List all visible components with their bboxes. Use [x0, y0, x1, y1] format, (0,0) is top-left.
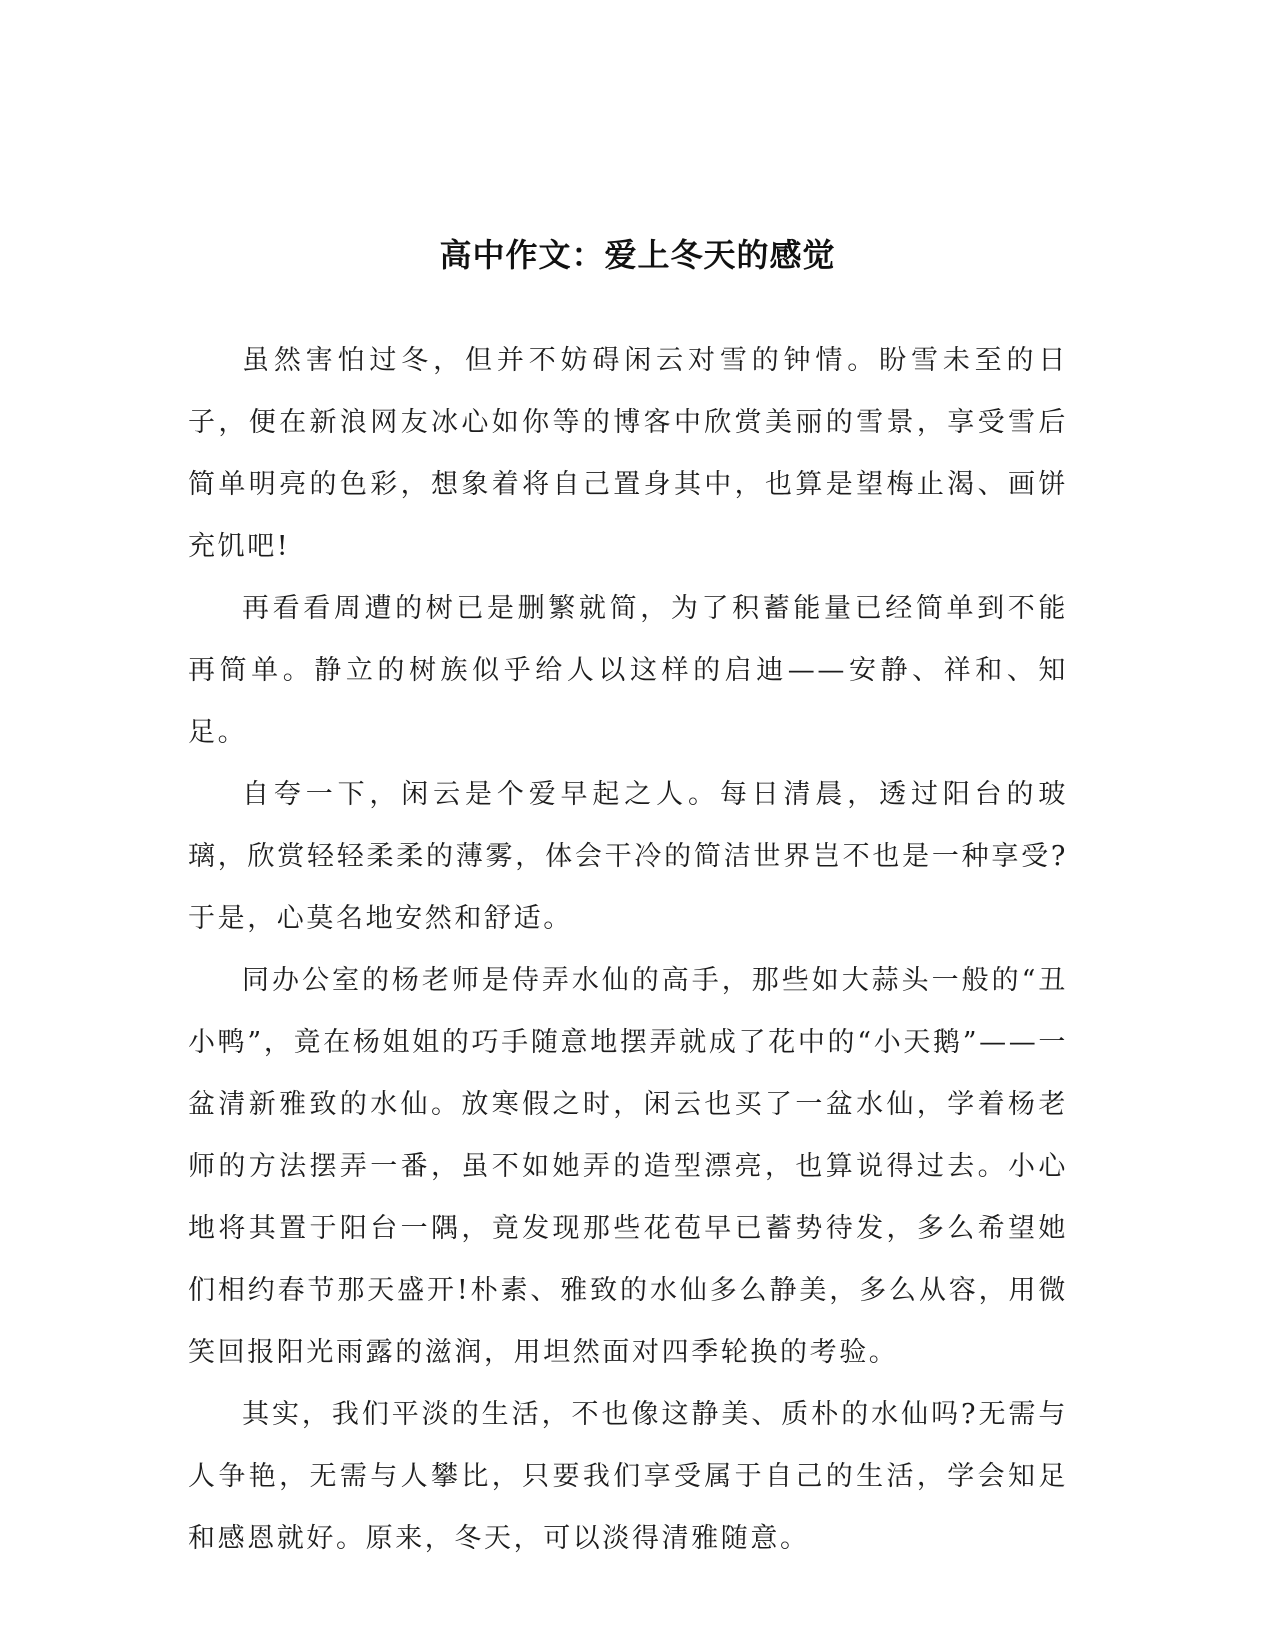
paragraph-4: 同办公室的杨老师是侍弄水仙的高手，那些如大蒜头一般的“丑小鸭”，竟在杨姐姐的巧手随意地摆弄就成了花中的“小天鹅”——一盆清新雅致的水仙。放寒假之时，闲云也买了一盆水仙，学着杨老师的方法摆弄一番，虽不如她弄的造型漂亮，也算说得过去。小心地将其置于阳台一隅，竟发现那些花苞早已蓄势待发，多么希望她们相约春节那天盛开!朴素、雅致的水仙多么静美，多么从容，用微笑回报阳光雨露的滋润，用坦然面对四季轮换的考验。: [188, 965, 1068, 1368]
document-body: [188, 330, 1068, 1570]
paragraph-3: 自夸一下，闲云是个爱早起之人。每日清晨，透过阳台的玻璃，欣赏轻轻柔柔的薄雾，体会干冷的简洁世界岂不也是一种享受?于是，心莫名地安然和舒适。: [188, 779, 1068, 934]
paragraph-2: 再看看周遭的树已是删繁就简，为了积蓄能量已经简单到不能再简单。静立的树族似乎给人以这样的启迪——安静、祥和、知足。: [188, 593, 1068, 748]
paragraph-1: 虽然害怕过冬，但并不妨碍闲云对雪的钟情。盼雪未至的日子，便在新浪网友冰心如你等的博客中欣赏美丽的雪景，享受雪后简单明亮的色彩，想象着将自己置身其中，也算是望梅止渴、画饼充饥吧!: [188, 345, 1068, 562]
paragraph-5: 其实，我们平淡的生活，不也像这静美、质朴的水仙吗?无需与人争艳，无需与人攀比，只要我们享受属于自己的生活，学会知足和感恩就好。原来，冬天，可以淡得清雅随意。: [188, 1399, 1068, 1554]
document-title: 高中作文：爱上冬天的感觉: [439, 236, 836, 275]
